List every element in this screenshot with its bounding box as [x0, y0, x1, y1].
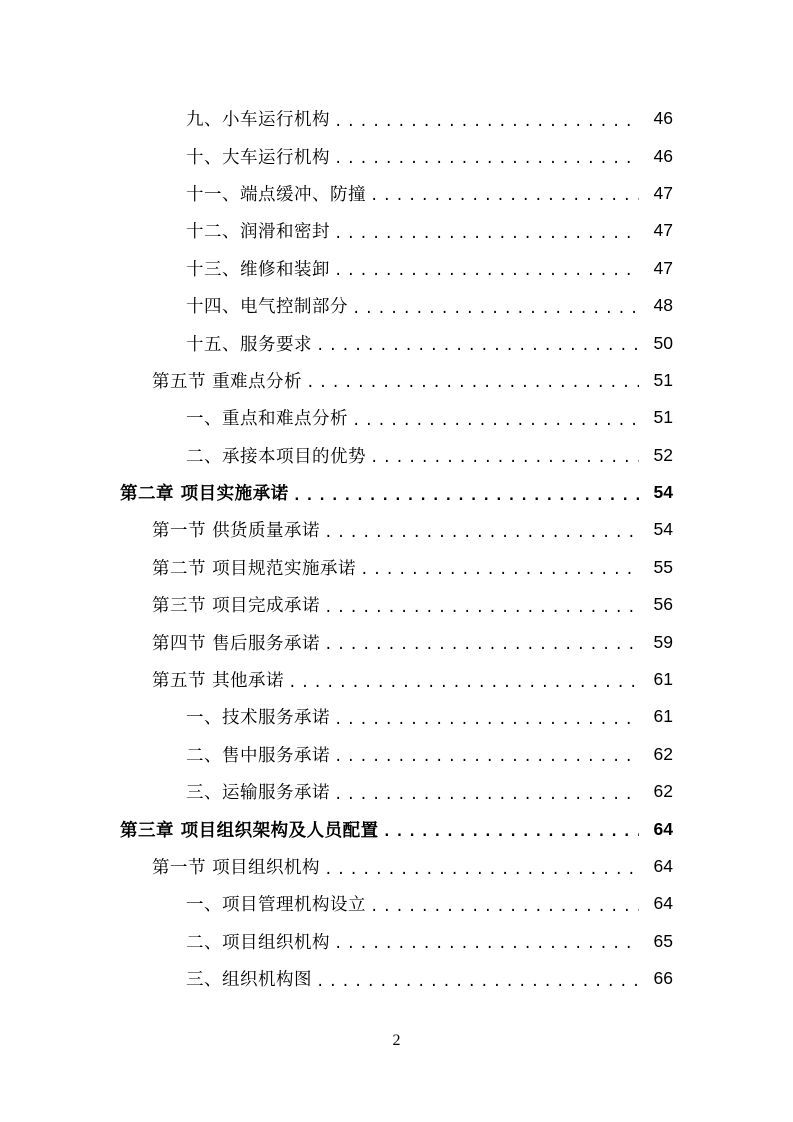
- toc-entry-title: 二、项目组织机构: [186, 932, 330, 953]
- dot-leader: [324, 595, 639, 615]
- dot-leader: [324, 520, 639, 540]
- toc-entry-title: 十、大车运行机构: [186, 147, 330, 168]
- toc-entry[interactable]: [0, 212, 793, 249]
- toc-entry-page-number: 46: [653, 108, 673, 129]
- toc-entry-title: 二、售中服务承诺: [186, 745, 330, 766]
- dot-leader: [370, 445, 639, 465]
- toc-entry-page-number: 47: [653, 220, 673, 241]
- dot-leader: [306, 370, 639, 390]
- toc-entry-title: 第三节 项目完成承诺: [152, 596, 321, 617]
- toc-entry[interactable]: [0, 810, 793, 847]
- toc-entry[interactable]: [0, 661, 793, 698]
- toc-entry-title: 一、技术服务承诺: [186, 708, 330, 729]
- toc-entry-page-number: 59: [653, 631, 673, 652]
- toc-entry-title: 一、重点和难点分析: [186, 409, 348, 430]
- toc-entry-page-number: 61: [653, 669, 673, 690]
- toc-entry-page-number: 66: [653, 968, 673, 989]
- toc-entry[interactable]: [0, 623, 793, 660]
- toc-entry-page-number: 47: [653, 257, 673, 278]
- toc-entry[interactable]: [0, 698, 793, 735]
- toc-entry-title: 二、承接本项目的优势: [186, 446, 366, 467]
- toc-entry[interactable]: [0, 324, 793, 361]
- toc-entry-title: 三、组织机构图: [186, 970, 312, 991]
- toc-entry-title: 第二章 项目实施承诺: [120, 484, 289, 505]
- dot-leader: [383, 819, 639, 839]
- toc-entry[interactable]: [0, 773, 793, 810]
- dot-leader: [288, 670, 639, 690]
- table-of-contents: [0, 100, 793, 997]
- dot-leader: [293, 483, 639, 503]
- dot-leader: [370, 894, 639, 914]
- toc-entry[interactable]: [0, 848, 793, 885]
- toc-entry-title: 一、项目管理机构设立: [186, 895, 366, 916]
- toc-entry[interactable]: [0, 736, 793, 773]
- toc-entry-page-number: 56: [653, 594, 673, 615]
- toc-entry-page-number: 52: [653, 444, 673, 465]
- dot-leader: [334, 931, 639, 951]
- toc-entry-page-number: 51: [653, 369, 673, 390]
- toc-entry-page-number: 54: [653, 482, 673, 503]
- toc-entry[interactable]: [0, 437, 793, 474]
- toc-entry-page-number: 50: [653, 332, 673, 353]
- toc-entry-title: 第三章 项目组织架构及人员配置: [120, 820, 379, 841]
- dot-leader: [352, 296, 639, 316]
- toc-entry-title: 第四节 售后服务承诺: [152, 633, 321, 654]
- toc-entry[interactable]: [0, 511, 793, 548]
- toc-entry-page-number: 64: [653, 818, 673, 839]
- toc-entry[interactable]: [0, 960, 793, 997]
- toc-entry-page-number: 46: [653, 145, 673, 166]
- dot-leader: [334, 109, 639, 129]
- toc-entry-page-number: 62: [653, 781, 673, 802]
- dot-leader: [334, 782, 639, 802]
- toc-entry-page-number: 65: [653, 930, 673, 951]
- toc-entry-page-number: 54: [653, 519, 673, 540]
- toc-entry[interactable]: [0, 885, 793, 922]
- toc-entry-page-number: 47: [653, 182, 673, 203]
- toc-entry-page-number: 55: [653, 556, 673, 577]
- toc-entry-page-number: 61: [653, 706, 673, 727]
- dot-leader: [324, 632, 639, 652]
- toc-entry[interactable]: [0, 250, 793, 287]
- toc-entry[interactable]: [0, 923, 793, 960]
- toc-entry-page-number: 51: [653, 407, 673, 428]
- toc-entry-title: 十三、维修和装卸: [186, 259, 330, 280]
- toc-entry[interactable]: [0, 474, 793, 511]
- toc-entry-title: 十一、端点缓冲、防撞: [186, 184, 366, 205]
- toc-entry-title: 第一节 供货质量承诺: [152, 521, 321, 542]
- page-number: 2: [392, 1032, 401, 1049]
- toc-entry-title: 三、运输服务承诺: [186, 783, 330, 804]
- dot-leader: [334, 744, 639, 764]
- toc-entry-title: 第五节 其他承诺: [152, 671, 285, 692]
- dot-leader: [360, 557, 639, 577]
- toc-entry-page-number: 48: [653, 295, 673, 316]
- dot-leader: [334, 146, 639, 166]
- toc-entry[interactable]: [0, 287, 793, 324]
- dot-leader: [324, 857, 639, 877]
- toc-entry-page-number: 62: [653, 743, 673, 764]
- dot-leader: [334, 221, 639, 241]
- toc-entry[interactable]: [0, 137, 793, 174]
- toc-entry[interactable]: [0, 586, 793, 623]
- toc-entry-title: 第五节 重难点分析: [152, 371, 303, 392]
- toc-entry-title: 十五、服务要求: [186, 334, 312, 355]
- toc-entry[interactable]: [0, 549, 793, 586]
- dot-leader: [370, 183, 639, 203]
- dot-leader: [334, 707, 639, 727]
- toc-entry-title: 九、小车运行机构: [186, 110, 330, 131]
- toc-entry-title: 十二、润滑和密封: [186, 222, 330, 243]
- toc-entry[interactable]: [0, 175, 793, 212]
- dot-leader: [352, 408, 639, 428]
- toc-entry[interactable]: [0, 362, 793, 399]
- toc-entry-page-number: 64: [653, 893, 673, 914]
- dot-leader: [316, 333, 639, 353]
- toc-entry-title: 十四、电气控制部分: [186, 297, 348, 318]
- toc-entry-page-number: 64: [653, 856, 673, 876]
- dot-leader: [316, 969, 639, 989]
- dot-leader: [334, 258, 639, 278]
- toc-entry-title: 第一节 项目组织机构: [152, 858, 321, 878]
- toc-entry[interactable]: [0, 100, 793, 137]
- toc-entry-title: 第二节 项目规范实施承诺: [152, 558, 357, 579]
- toc-entry[interactable]: [0, 399, 793, 436]
